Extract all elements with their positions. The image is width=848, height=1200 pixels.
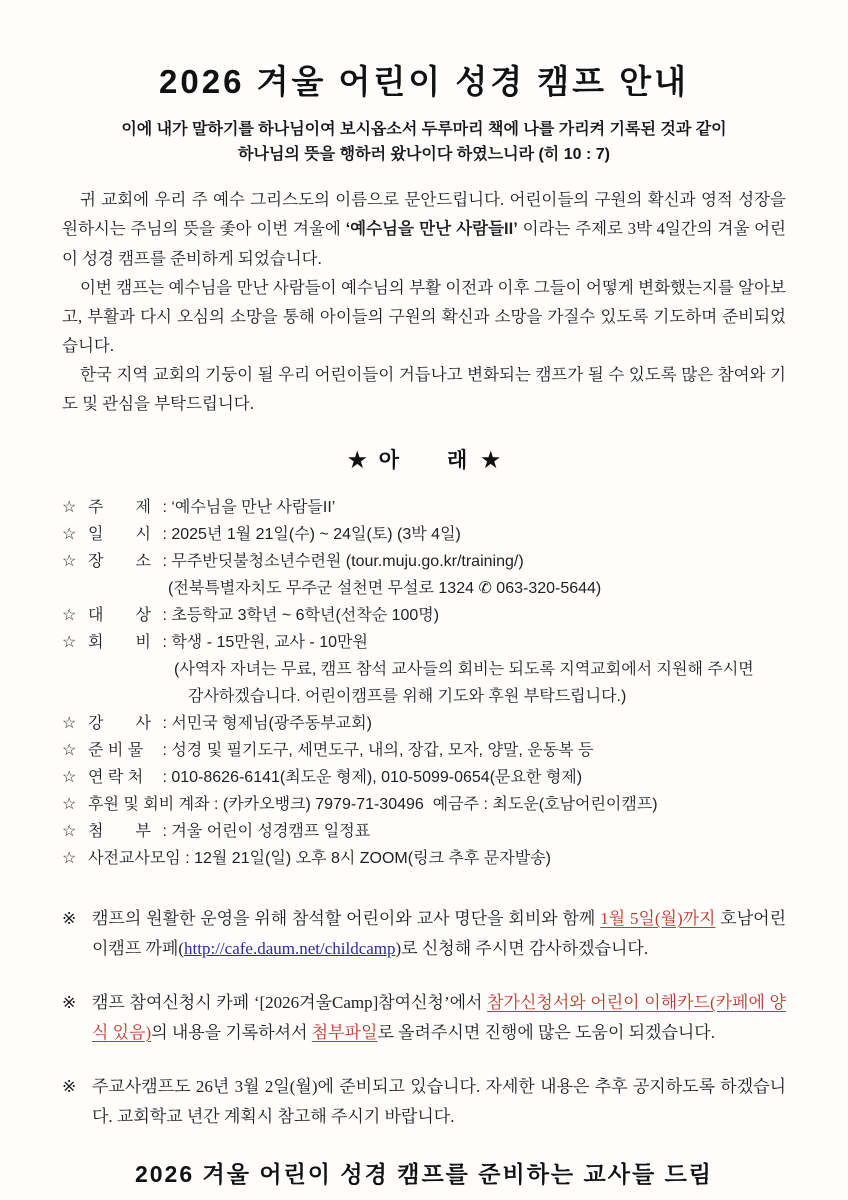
- detail-row-fee: [62, 629, 786, 656]
- detail-colon: :: [158, 823, 172, 840]
- detail-row-attachment: [62, 818, 786, 845]
- intro-paragraph-2: 이번 캠프는 예수님을 만난 사람들이 예수님의 부활 이전과 이후 그들이 어떻게 변화했는지를 알아보고, 부활과 다시 오심의 소망을 통해 아이들의 구원의 확신과 소망을 가질수 있도록 기도하며 준비되었습니다.: [62, 278, 786, 355]
- detail-row-teacher-meeting: [62, 845, 786, 872]
- detail-row-theme: [62, 494, 786, 521]
- detail-label: 회 비: [88, 634, 151, 651]
- note-text: 의 내용을 기록하셔서: [151, 1023, 312, 1042]
- camp-theme-bold: ‘예수님을 만난 사람들II’: [345, 220, 518, 238]
- star-bullet-icon: ☆: [62, 769, 77, 786]
- note-application-form-text: [92, 988, 786, 1048]
- cafe-url-link[interactable]: http://cafe.daum.net/childcamp: [184, 939, 396, 958]
- note-teacher-camp-text: [92, 1072, 786, 1132]
- detail-value: (카카오뱅크) 7979-71-30496 예금주 : 최도운(호남어린이캠프): [222, 796, 658, 813]
- detail-value: 2025년 1월 21일(수) ~ 24일(토) (3박 4일): [171, 526, 461, 543]
- detail-label: 첨 부: [88, 823, 151, 840]
- note-application-form: [62, 988, 786, 1048]
- intro-p1-text-end: 이라는 주제로 3박 4일간의 겨울 어린이 성경 캠프를 준비하게 되었습니다.: [62, 219, 786, 268]
- attachment-highlight: 첨부파일: [311, 1023, 378, 1042]
- detail-colon: :: [158, 715, 172, 732]
- detail-row-account: [62, 791, 786, 818]
- detail-value: 겨울 어린이 성경캠프 일정표: [171, 823, 371, 840]
- signature: 2026 겨울 어린이 성경 캠프를 준비하는 교사들 드림: [134, 1161, 714, 1187]
- star-icon: ★: [347, 449, 367, 472]
- detail-row-target: [62, 602, 786, 629]
- detail-place-address: (전북특별자치도 무주군 설천면 무설로 1324 ✆ 063-320-5644): [168, 580, 602, 597]
- note-text: 주교사캠프도 26년 3월 2일(월)에 준비되고 있습니다. 자세한 내용은 추후 공지하도록 하겠습니다. 교회학교 년간 계획시 참고해 주시기 바랍니다.: [92, 1077, 786, 1126]
- note-registration: [62, 904, 786, 964]
- detail-value: 학생 - 15만원, 교사 - 10만원: [171, 634, 368, 651]
- detail-label: 주 제: [88, 499, 151, 516]
- divider-label: 아 래: [378, 449, 470, 472]
- detail-label: 연 락 처: [88, 769, 144, 786]
- detail-label: 후원 및 회비 계좌: [88, 796, 210, 813]
- star-bullet-icon: ☆: [62, 634, 77, 651]
- detail-label: 장 소: [88, 553, 151, 570]
- detail-value: 초등학교 3학년 ~ 6학년(선착순 100명): [171, 607, 440, 624]
- star-bullet-icon: ☆: [62, 499, 77, 516]
- star-bullet-icon: ☆: [62, 607, 77, 624]
- form-highlight: 참가신청서와 어린이 이해카드(카페에 양식 있음): [92, 993, 786, 1042]
- detail-row-speaker: [62, 710, 786, 737]
- star-bullet-icon: ☆: [62, 823, 77, 840]
- intro-paragraphs: [62, 185, 786, 418]
- intro-paragraph-3: 한국 지역 교회의 기둥이 될 우리 어린이들이 거듭나고 변화되는 캠프가 될 수 있도록 많은 참여와 기도 및 관심을 부탁드립니다.: [62, 365, 786, 413]
- reference-mark-icon: ※: [62, 909, 77, 928]
- detail-colon: :: [180, 850, 195, 867]
- detail-colon: :: [158, 742, 172, 759]
- page-title: 2026 겨울 어린이 성경 캠프 안내: [159, 63, 689, 100]
- intro-p1-text: 귀 교회에 우리 주 예수 그리스도의 이름으로 문안드립니다. 어린이들의 구원의 확신과 영적 성장을 원하시는 주님의 뜻을 좇아 이번 겨울에: [62, 190, 786, 238]
- detail-fee-note-line2: 감사하겠습니다. 어린이캠프를 위해 기도와 후원 부탁드립니다.): [188, 688, 627, 705]
- intro-paragraph-1: [62, 185, 786, 273]
- star-bullet-icon: ☆: [62, 796, 77, 813]
- verse-block: [62, 117, 786, 167]
- detail-value: 서민국 형제님(광주동부교회): [171, 715, 372, 732]
- reference-mark-icon: ※: [62, 1077, 77, 1096]
- note-registration-text: [92, 904, 786, 964]
- star-bullet-icon: ☆: [62, 742, 77, 759]
- reference-mark-icon: ※: [62, 993, 77, 1012]
- detail-label: 대 상: [88, 607, 151, 624]
- note-text: 캠프 참여신청시 카페 ‘[2026겨울Camp]참여신청’에서: [92, 993, 488, 1012]
- detail-colon: :: [158, 769, 172, 786]
- detail-row-date: [62, 521, 786, 548]
- detail-fee-note-line1: (사역자 자녀는 무료, 캠프 참석 교사들의 회비는 되도록 지역교회에서 지원해 주시면: [174, 661, 754, 678]
- detail-row-supplies: [62, 737, 786, 764]
- star-bullet-icon: ☆: [62, 715, 77, 732]
- section-divider: [62, 444, 786, 474]
- detail-value: ‘예수님을 만난 사람들II’: [171, 499, 336, 516]
- detail-colon: :: [158, 607, 172, 624]
- detail-value: 무주반딧불청소년수련원 (tour.muju.go.kr/training/): [171, 553, 524, 570]
- detail-value: 010-8626-6141(최도운 형제), 010-5099-0654(문요한 형제): [171, 769, 583, 786]
- note-text: 캠프의 원활한 운영을 위해 참석할 어린이와 교사 명단을 회비와 함께: [92, 909, 601, 928]
- detail-label: 일 시: [88, 526, 151, 543]
- detail-label: 강 사: [88, 715, 151, 732]
- note-text: 로 올려주시면 진행에 많은 도움이 되겠습니다.: [377, 1023, 715, 1042]
- detail-value: 성경 및 필기도구, 세면도구, 내의, 장갑, 모자, 양말, 운동복 등: [171, 742, 594, 759]
- verse-line-1: 이에 내가 말하기를 하나님이여 보시옵소서 두루마리 책에 나를 가리켜 기록된 것과 같이: [121, 121, 727, 138]
- star-bullet-icon: ☆: [62, 526, 77, 543]
- details-list: [62, 494, 786, 872]
- detail-value: 12월 21일(일) 오후 8시 ZOOM(링크 추후 문자발송): [194, 850, 551, 867]
- star-bullet-icon: ☆: [62, 850, 77, 867]
- detail-colon: :: [209, 796, 223, 813]
- note-text: )로 신청해 주시면 감사하겠습니다.: [395, 939, 649, 958]
- note-teacher-camp: [62, 1072, 786, 1132]
- detail-colon: :: [158, 526, 172, 543]
- detail-colon: :: [158, 634, 172, 651]
- notes-section: [62, 904, 786, 1132]
- note-text: 호남어린이캠프 까페(: [92, 909, 786, 958]
- star-bullet-icon: ☆: [62, 553, 77, 570]
- detail-label: 준 비 물: [88, 742, 144, 759]
- detail-row-place: [62, 548, 786, 575]
- deadline-highlight: 1월 5일(월)까지: [600, 909, 716, 928]
- detail-row-contact: [62, 764, 786, 791]
- detail-label: 사전교사모임: [88, 850, 181, 867]
- detail-colon: :: [158, 499, 172, 516]
- star-icon: ★: [481, 449, 501, 472]
- detail-colon: :: [158, 553, 172, 570]
- verse-line-2: 하나님의 뜻을 행하러 왔나이다 하였느니라 (히 10 : 7): [238, 146, 610, 163]
